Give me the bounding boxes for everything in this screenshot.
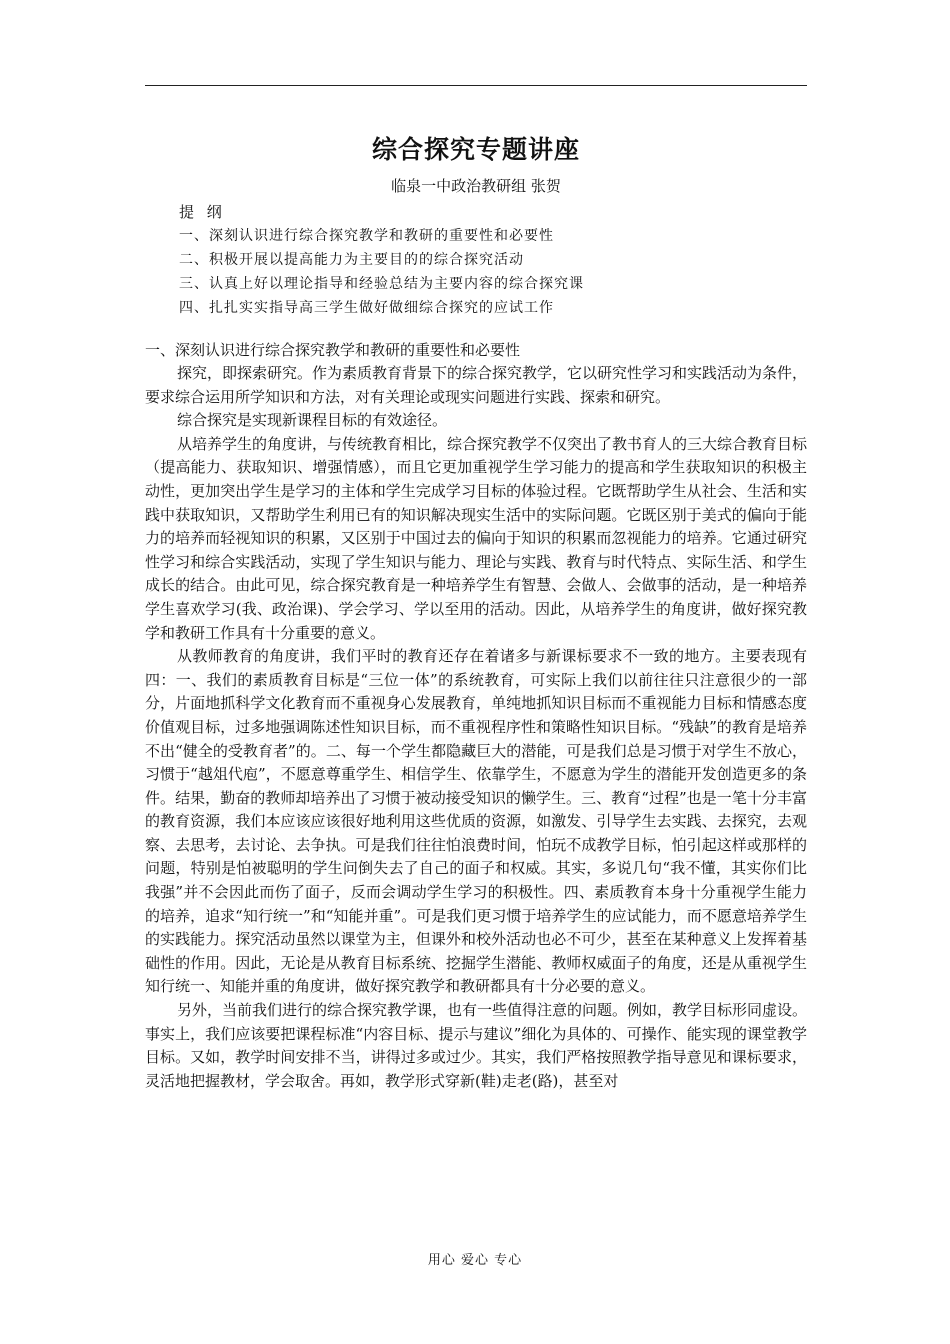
document-body: [145, 130, 807, 1093]
document-author: 临泉一中政治教研组 张贺: [391, 177, 561, 195]
paragraph: 从教师教育的角度讲，我们平时的教育还存在着诸多与新课标要求不一致的地方。主要表现有四：一、我们的素质教育目标是“三位一体”的系统教育，可实际上我们以前往往只注意很少的一部分，片面地抓科学文化教育而不重视身心发展教育，单纯地抓知识目标而不重视能力目标和情感态度价值观目标，过多地强调陈述性知识目标，而不重视程序性和策略性知识目标。“残缺”的教育是培养不出“健全的受教育者”的。二、每一个学生都隐藏巨大的潜能，可是我们总是习惯于对学生不放心，习惯于“越俎代庖”，不愿意尊重学生、相信学生、依靠学生，不愿意为学生的潜能开发创造更多的条件。结果，勤奋的教师却培养出了习惯于被动接受知识的懒学生。三、教育“过程”也是一笔十分丰富的教育资源，我们本应该应该很好地利用这些优质的资源，如激发、引导学生去实践、去探究，去观察、去思考，去讨论、去争执。可是我们往往怕浪费时间，怕玩不成教学目标，怕引起这样或那样的问题，特别是怕被聪明的学生问倒失去了自己的面子和权威。其实，多说几句“我不懂，其实你们比我强”并不会因此而伤了面子，反而会调动学生学习的积极性。四、素质教育本身十分重视学生能力的培养，追求“知行统一”和“知能并重”。可是我们更习惯于培养学生的应试能力，而不愿意培养学生的实践能力。探究活动虽然以课堂为主，但课外和校外活动也必不可少，甚至在某种意义上发挥着基础性的作用。因此，无论是从教育目标系统、挖掘学生潜能、教师权威面子的角度，还是从重视学生知行统一、知能并重的角度讲，做好探究教学和教研都具有十分必要的意义。: [145, 647, 807, 996]
outline-item: 四、扎扎实实指导高三学生做好做细综合探究的应试工作: [179, 300, 554, 316]
document-title: 综合探究专题讲座: [371, 135, 580, 164]
paragraph: 从培养学生的角度讲，与传统教育相比，综合探究教学不仅突出了教书育人的三大综合教育目标（提高能力、获取知识、增强情感），而且它更加重视学生学习能力的提高和学生获取知识的积极主动性，更加突出学生是学习的主体和学生完成学习目标的体验过程。它既帮助学生从社会、生活和实践中获取知识，又帮助学生利用已有的知识解决现实生活中的实际问题。它既区别于美式的偏向于能力的培养而轻视知识的积累，又区别于中国过去的偏向于知识的积累而忽视能力的培养。它通过研究性学习和综合实践活动，实现了学生知识与能力、理论与实践、教育与时代特点、实际生活、和学生成长的结合。由此可见，综合探究教育是一种培养学生有智慧、会做人、会做事的活动，是一种培养学生喜欢学习(我、政治课)、学会学习、学以至用的活动。因此，从培养学生的角度讲，做好探究教学和教研工作具有十分重要的意义。: [145, 434, 808, 642]
outline-item: 一、深刻认识进行综合探究教学和教研的重要性和必要性: [179, 228, 554, 244]
paragraph: 综合探究是实现新课程目标的有效途径。: [177, 411, 448, 430]
page-footer: 用心 爱心 专心: [427, 1253, 523, 1268]
paragraph: 另外，当前我们进行的综合探究教学课，也有一些值得注意的问题。例如，教学目标形同虚设。事实上，我们应该要把课程标准“内容目标、提示与建议”细化为具体的、可操作、能实现的课堂教学目标。又如，教学时间安排不当，讲得过多或过少。其实，我们严格按照教学指导意见和课标要求，灵活地把握教材，学会取舍。再如，教学形式穿新(鞋)走老(路)，甚至对: [145, 1001, 808, 1090]
outline-item: 三、认真上好以理论指导和经验总结为主要内容的综合探究课: [179, 276, 584, 292]
paragraph: 探究，即探索研究。作为素质教育背景下的综合探究教学，它以研究性学习和实践活动为条件，要求综合运用所学知识和方法，对有关理论或现实问题进行实践、探索和研究。: [145, 364, 808, 406]
outline: [145, 200, 807, 320]
section-1: [145, 338, 807, 1093]
outline-item: 二、积极开展以提高能力为主要目的的综合探究活动: [179, 252, 524, 268]
section-title: 一、深刻认识进行综合探究教学和教研的重要性和必要性: [145, 341, 521, 359]
header-rule: [145, 85, 807, 86]
outline-heading: 提 纲: [179, 203, 226, 221]
